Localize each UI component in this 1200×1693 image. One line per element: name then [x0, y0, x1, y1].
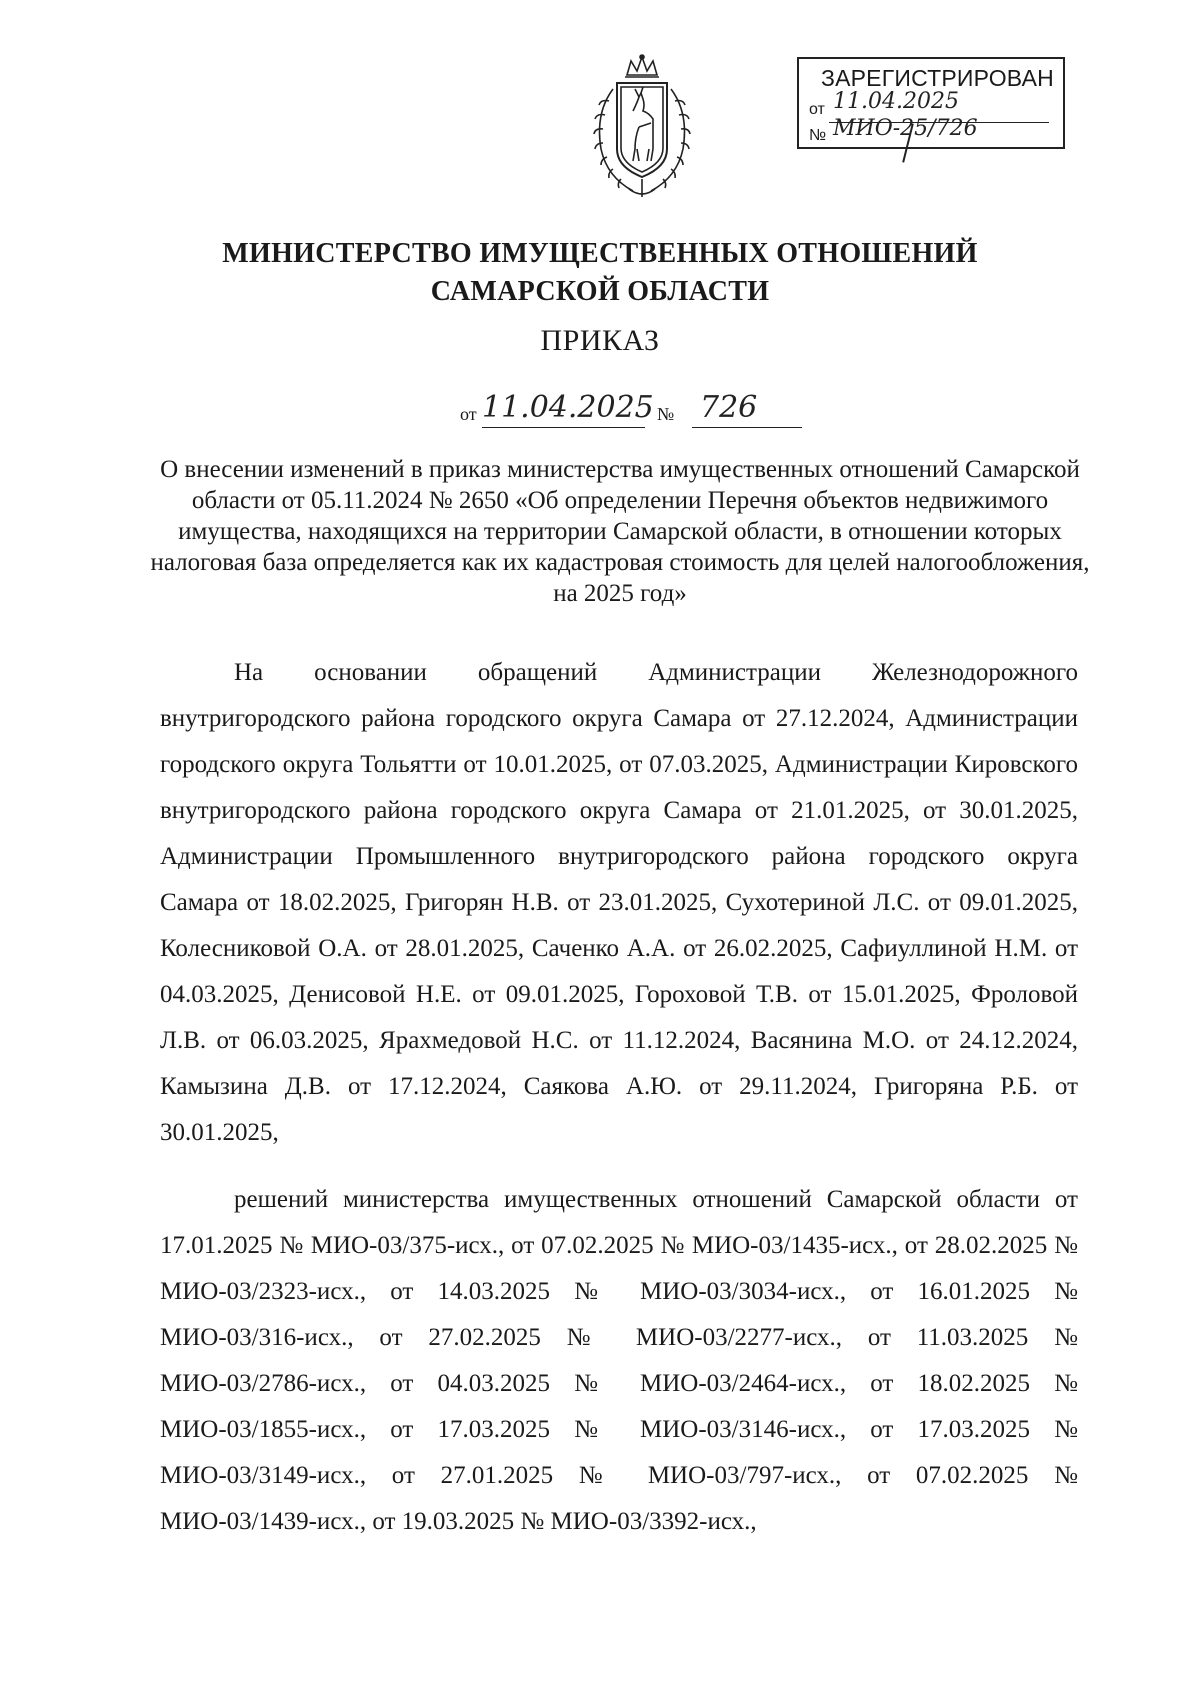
order-number-label: №: [657, 404, 675, 424]
order-date-label: от: [460, 404, 477, 424]
stamp-title: ЗАРЕГИСТРИРОВАН: [821, 65, 1054, 91]
body-paragraph-1-text: На основании обращений Администрации Железнодорожного внутригородского района городского округа Самара от 27.12.2024, Администрации городского округа Тольятти от 10.01.2025, от 07.03.2025, Администрации Кировского внутригородского района городского округа Самара от 21.01.2025, от 30.01.2025, Администрации Промышленного внутригородского района городского округа Самара от 18.02.2025, Григорян Н.В. от 23.01.2025, Сухотериной Л.С. от 09.01.2025, Колесниковой О.А. от 28.01.2025, Саченко А.А. от 26.02.2025, Сафиуллиной Н.М. от 04.03.2025, Денисовой Н.Е. от 09.01.2025, Гороховой Т.В. от 15.01.2025, Фроловой Л.В. от 06.03.2025, Ярахмедовой Н.С. от 11.12.2024, Васянина М.О. от 24.12.2024, Камызина Д.В. от 17.12.2024, Саякова А.Ю. от 29.11.2024, Григоряна Р.Б. от 30.01.2025,: [160, 659, 1078, 1146]
stamp-date-label: от: [809, 101, 825, 118]
order-subject: О внесении изменений в приказ министерства имущественных отношений Самарской области от 05.11.2024 № 2650 «Об определении Перечня объектов недвижимого имущества, находящихся на территории Самарской области, в отношении которых налоговая база определяется как их кадастровая стоимость для целей налогообложения, на 2025 год»: [150, 456, 1090, 607]
body-paragraph-2-text: решений министерства имущественных отношений Самарской области от 17.01.2025 № МИО-03/375-исх., от 07.02.2025 № МИО-03/1435-исх., от 28.02.2025 № МИО-03/2323-исх., от 14.03.2025 № МИО-03/3034-исх., от 16.01.2025 № МИО-03/316-исх., от 27.02.2025 № МИО-03/2277-исх., от 11.03.2025 № МИО-03/2786-исх., от 04.03.2025 № МИО-03/2464-исх., от 18.02.2025 № МИО-03/1855-исх., от 17.03.2025 № МИО-03/3146-исх., от 17.03.2025 № МИО-03/3149-исх., от 27.01.2025 № МИО-03/797-исх., от 07.02.2025 № МИО-03/1439-исх., от 19.03.2025 № МИО-03/3392-исх.,: [160, 1186, 1078, 1535]
registration-stamp: [797, 57, 1065, 149]
order-date-value: 11.04.2025: [482, 390, 654, 425]
ministry-name: [0, 235, 1200, 311]
coat-of-arms-icon: [583, 53, 701, 201]
order-date-number: [460, 390, 820, 430]
ministry-name-line1: МИНИСТЕРСТВО ИМУЩЕСТВЕННЫХ ОТНОШЕНИЙ: [222, 238, 978, 269]
stamp-number-label: №: [809, 127, 827, 144]
ministry-name-line2: САМАРСКОЙ ОБЛАСТИ: [430, 276, 770, 307]
body-paragraph-2: [160, 1177, 1078, 1545]
order-number-rule: [692, 427, 802, 428]
stamp-date-value: 11.04.2025: [833, 89, 959, 114]
order-date-rule: [482, 427, 645, 428]
stamp-number-rule: [829, 148, 1049, 149]
document-type: ПРИКАЗ: [540, 324, 660, 357]
order-number-value: 726: [700, 390, 758, 425]
body-paragraph-1: [160, 650, 1078, 1156]
stamp-number-value: МИО-25/726: [833, 116, 978, 141]
